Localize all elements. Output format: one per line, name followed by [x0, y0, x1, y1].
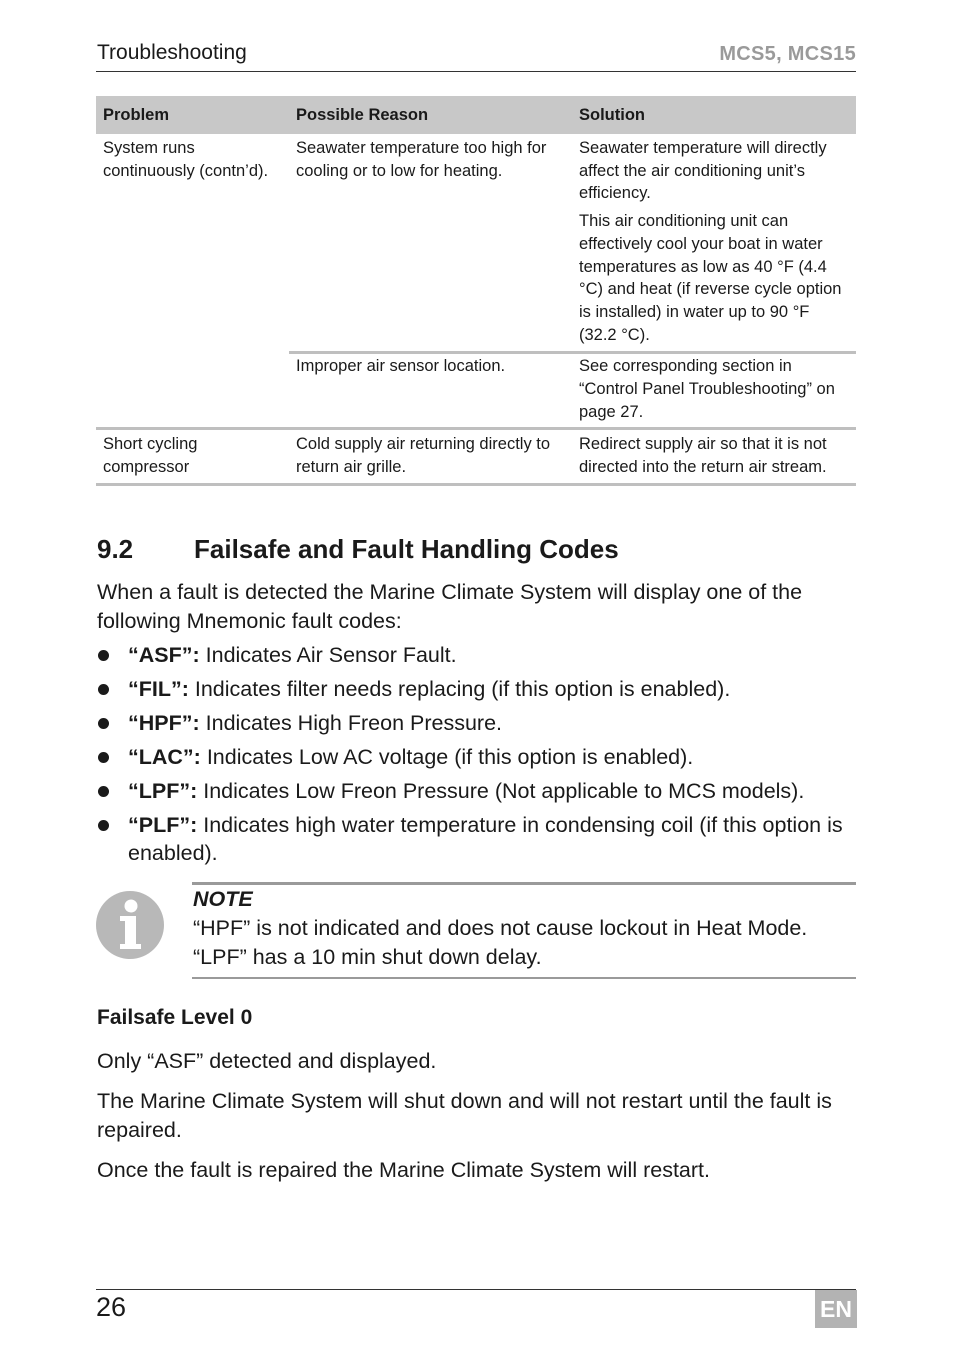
- paragraph: Only “ASF” detected and displayed.: [97, 1049, 437, 1073]
- cell-problem: Short cycling compressor: [96, 429, 289, 484]
- troubleshooting-table: [96, 96, 856, 486]
- bullet-icon: [98, 650, 109, 661]
- cell-problem: System runs continuously (contn’d).: [103, 139, 269, 180]
- cell-solution: [572, 134, 856, 353]
- cell-solution: See corresponding section in “Control Panel Troubleshooting” on page 27.: [572, 353, 856, 429]
- header-models: MCS5, MCS15: [719, 43, 856, 65]
- table-header-row: [96, 96, 856, 134]
- language-badge: EN: [815, 1290, 857, 1328]
- paragraph: The Marine Climate System will shut down and will not restart until the fault is repaired.: [97, 1089, 832, 1142]
- cell-reason: Improper air sensor location.: [289, 353, 572, 429]
- bullet-icon: [98, 820, 109, 831]
- section-number: 9.2: [97, 534, 134, 564]
- fault-code-list: [97, 641, 857, 873]
- page-number: 26: [96, 1292, 127, 1322]
- info-icon: [96, 891, 164, 959]
- list-item: [97, 709, 857, 737]
- footer-rule: [96, 1289, 856, 1290]
- note-line: “HPF” is not indicated and does not cause lockout in Heat Mode.: [193, 916, 808, 940]
- section-title: Failsafe and Fault Handling Codes: [194, 534, 619, 564]
- paragraph: Once the fault is repaired the Marine Climate System will restart.: [97, 1158, 710, 1182]
- bullet-icon: [98, 684, 109, 695]
- column-header-reason: Possible Reason: [289, 96, 572, 134]
- note-title: NOTE: [193, 887, 253, 911]
- cell-reason: Cold supply air returning directly to return air grille.: [289, 429, 572, 484]
- note-body: [193, 914, 807, 971]
- header-section-title: Troubleshooting: [97, 41, 247, 64]
- fault-description: Indicates Low AC voltage (if this option is enabled).: [200, 745, 694, 769]
- note-bottom-rule: [192, 977, 856, 979]
- solution-paragraph: This air conditioning unit can effectively cool your boat in water temperatures as low as 40 °F (4.4 °C) and heat (if reverse cycle option is installed) in water up to 90 °F (32.2 °C).: [579, 212, 842, 344]
- list-item: [97, 675, 857, 703]
- bullet-icon: [98, 718, 109, 729]
- fault-description: Indicates Low Freon Pressure (Not applicable to MCS models).: [197, 779, 805, 803]
- section-intro: When a fault is detected the Marine Climate System will display one of the following Mnemonic fault codes:: [97, 580, 803, 633]
- fault-code: “LAC”:: [128, 745, 201, 769]
- subsection-title: Failsafe Level 0: [97, 1006, 253, 1029]
- cell-reason: Seawater temperature too high for cooling or to low for heating.: [296, 139, 547, 180]
- fault-code: “PLF”:: [128, 813, 198, 837]
- section-heading: [97, 534, 619, 565]
- fault-code: “ASF”:: [128, 643, 200, 667]
- column-header-problem: Problem: [96, 96, 289, 134]
- note-top-rule: [192, 882, 856, 885]
- cell-solution: Redirect supply air so that it is not directed into the return air stream.: [572, 429, 856, 484]
- fault-description: Indicates High Freon Pressure.: [199, 711, 503, 735]
- column-header-solution: Solution: [572, 96, 856, 134]
- table-row: [96, 134, 856, 353]
- solution-paragraph: Seawater temperature will directly affect the air conditioning unit’s efficiency.: [579, 139, 827, 203]
- fault-code: “HPF”:: [128, 711, 200, 735]
- table-row: [96, 429, 856, 484]
- fault-description: Indicates Air Sensor Fault.: [199, 643, 457, 667]
- header-rule: [96, 71, 856, 72]
- list-item: [97, 641, 857, 669]
- fault-code: “LPF”:: [128, 779, 198, 803]
- bullet-icon: [98, 752, 109, 763]
- list-item: [97, 777, 857, 805]
- note-line: “LPF” has a 10 min shut down delay.: [193, 944, 542, 969]
- fault-code: “FIL”:: [128, 677, 189, 701]
- list-item: [97, 811, 857, 867]
- bullet-icon: [98, 786, 109, 797]
- list-item: [97, 743, 857, 771]
- fault-description: Indicates filter needs replacing (if this option is enabled).: [188, 677, 731, 701]
- fault-description: Indicates high water temperature in condensing coil (if this option is enabled).: [128, 813, 843, 865]
